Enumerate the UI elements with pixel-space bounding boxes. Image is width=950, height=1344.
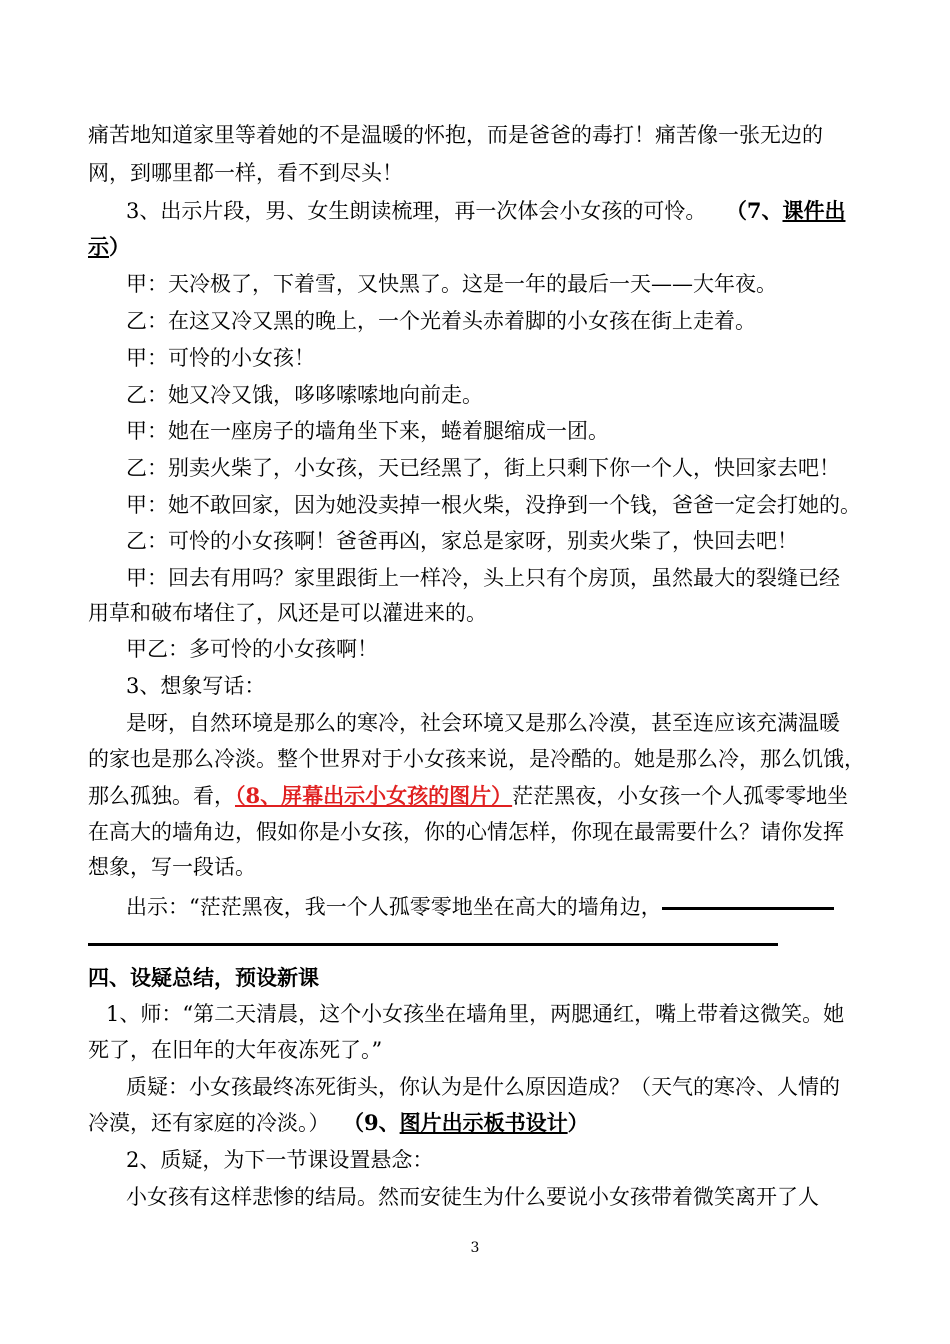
- dialogue-line: 乙：可怜的小女孩啊！爸爸再凶，家总是家呀，别卖火柴了，快回去吧！: [126, 529, 798, 553]
- paragraph-line: 网，到哪里都一样，看不到尽头！: [88, 161, 403, 185]
- answer-blank-line: [88, 943, 778, 946]
- writing-prompt: 出示：“茫茫黑夜，我一个人孤零零地坐在高大的墙角边，: [126, 890, 916, 924]
- section-item: 1、师：“第二天清晨，这个小女孩坐在墙角里，两腮通红，嘴上带着这微笑。她: [106, 1002, 845, 1026]
- section-item: 3、想象写话：: [126, 674, 266, 698]
- paragraph-line: 示）: [88, 234, 130, 259]
- section-heading: 四、设疑总结，预设新课: [88, 965, 319, 990]
- dialogue-line: 甲：天冷极了，下着雪，又快黑了。这是一年的最后一天——大年夜。: [126, 272, 777, 296]
- paragraph-line: 小女孩有这样悲惨的结局。然而安徒生为什么要说小女孩带着微笑离开了人: [126, 1185, 819, 1209]
- dialogue-line: 甲：她在一座房子的墙角坐下来，蜷着腿缩成一团。: [126, 419, 609, 443]
- section-item: 3、出示片段，男、女生朗读梳理，再一次体会小女孩的可怜。 （7、课件出: [126, 198, 846, 223]
- dialogue-line: 乙：在这又冷又黑的晚上，一个光着头赤着脚的小女孩在街上走着。: [126, 309, 756, 333]
- paragraph-line: 的家也是那么冷淡。整个世界对于小女孩来说，是冷酷的。她是那么冷，那么饥饿，: [88, 747, 865, 771]
- dialogue-line: 乙：她又冷又饿，哆哆嗦嗦地向前走。: [126, 383, 483, 407]
- paragraph-line: 质疑：小女孩最终冻死街头，你认为是什么原因造成？（天气的寒冷、人情的: [126, 1075, 840, 1099]
- dialogue-line: 甲：回去有用吗？家里跟街上一样冷，头上只有个房顶，虽然最大的裂缝已经: [126, 566, 840, 590]
- paragraph-line: 痛苦地知道家里等着她的不是温暖的怀抱，而是爸爸的毒打！痛苦像一张无边的: [88, 123, 823, 147]
- paragraph-line: 冷漠，还有家庭的冷淡。） （9、图片出示板书设计）: [88, 1110, 589, 1135]
- courseware-ref-link: 课件出: [782, 198, 846, 223]
- dialogue-line: 乙：别卖火柴了，小女孩，天已经黑了，街上只剩下你一个人，快回家去吧！: [126, 456, 840, 480]
- answer-blank: [662, 907, 834, 910]
- dialogue-line: 甲乙：多可怜的小女孩啊！: [126, 637, 378, 661]
- board-design-ref: （9、: [353, 1110, 400, 1135]
- courseware-ref: （7、: [736, 198, 783, 223]
- page-number: 3: [470, 1240, 480, 1256]
- dialogue-line: 甲：可怜的小女孩！: [126, 346, 315, 370]
- dialogue-line: 甲：她不敢回家，因为她没卖掉一根火柴，没挣到一个钱，爸爸一定会打她的。: [126, 493, 861, 517]
- section-item: 2、质疑，为下一节课设置悬念：: [126, 1148, 434, 1172]
- courseware-ref-link: 示: [88, 234, 109, 259]
- paragraph-line: 那么孤独。看，（8、屏幕出示小女孩的图片）茫茫黑夜，小女孩一个人孤零零地坐: [88, 783, 849, 808]
- paragraph-line: 死了，在旧年的大年夜冻死了。”: [88, 1038, 383, 1062]
- paragraph-line: 想象，写一段话。: [88, 855, 256, 879]
- screen-picture-ref: （8、屏幕出示小女孩的图片）: [235, 783, 513, 808]
- paragraph-line: 在高大的墙角边，假如你是小女孩，你的心情怎样，你现在最需要什么？请你发挥: [88, 820, 844, 844]
- board-design-ref-link: 图片出示板书设计: [399, 1110, 568, 1135]
- dialogue-line: 用草和破布堵住了，风还是可以灌进来的。: [88, 601, 487, 625]
- paragraph-line: 是呀，自然环境是那么的寒冷，社会环境又是那么冷漠，甚至连应该充满温暖: [126, 711, 840, 735]
